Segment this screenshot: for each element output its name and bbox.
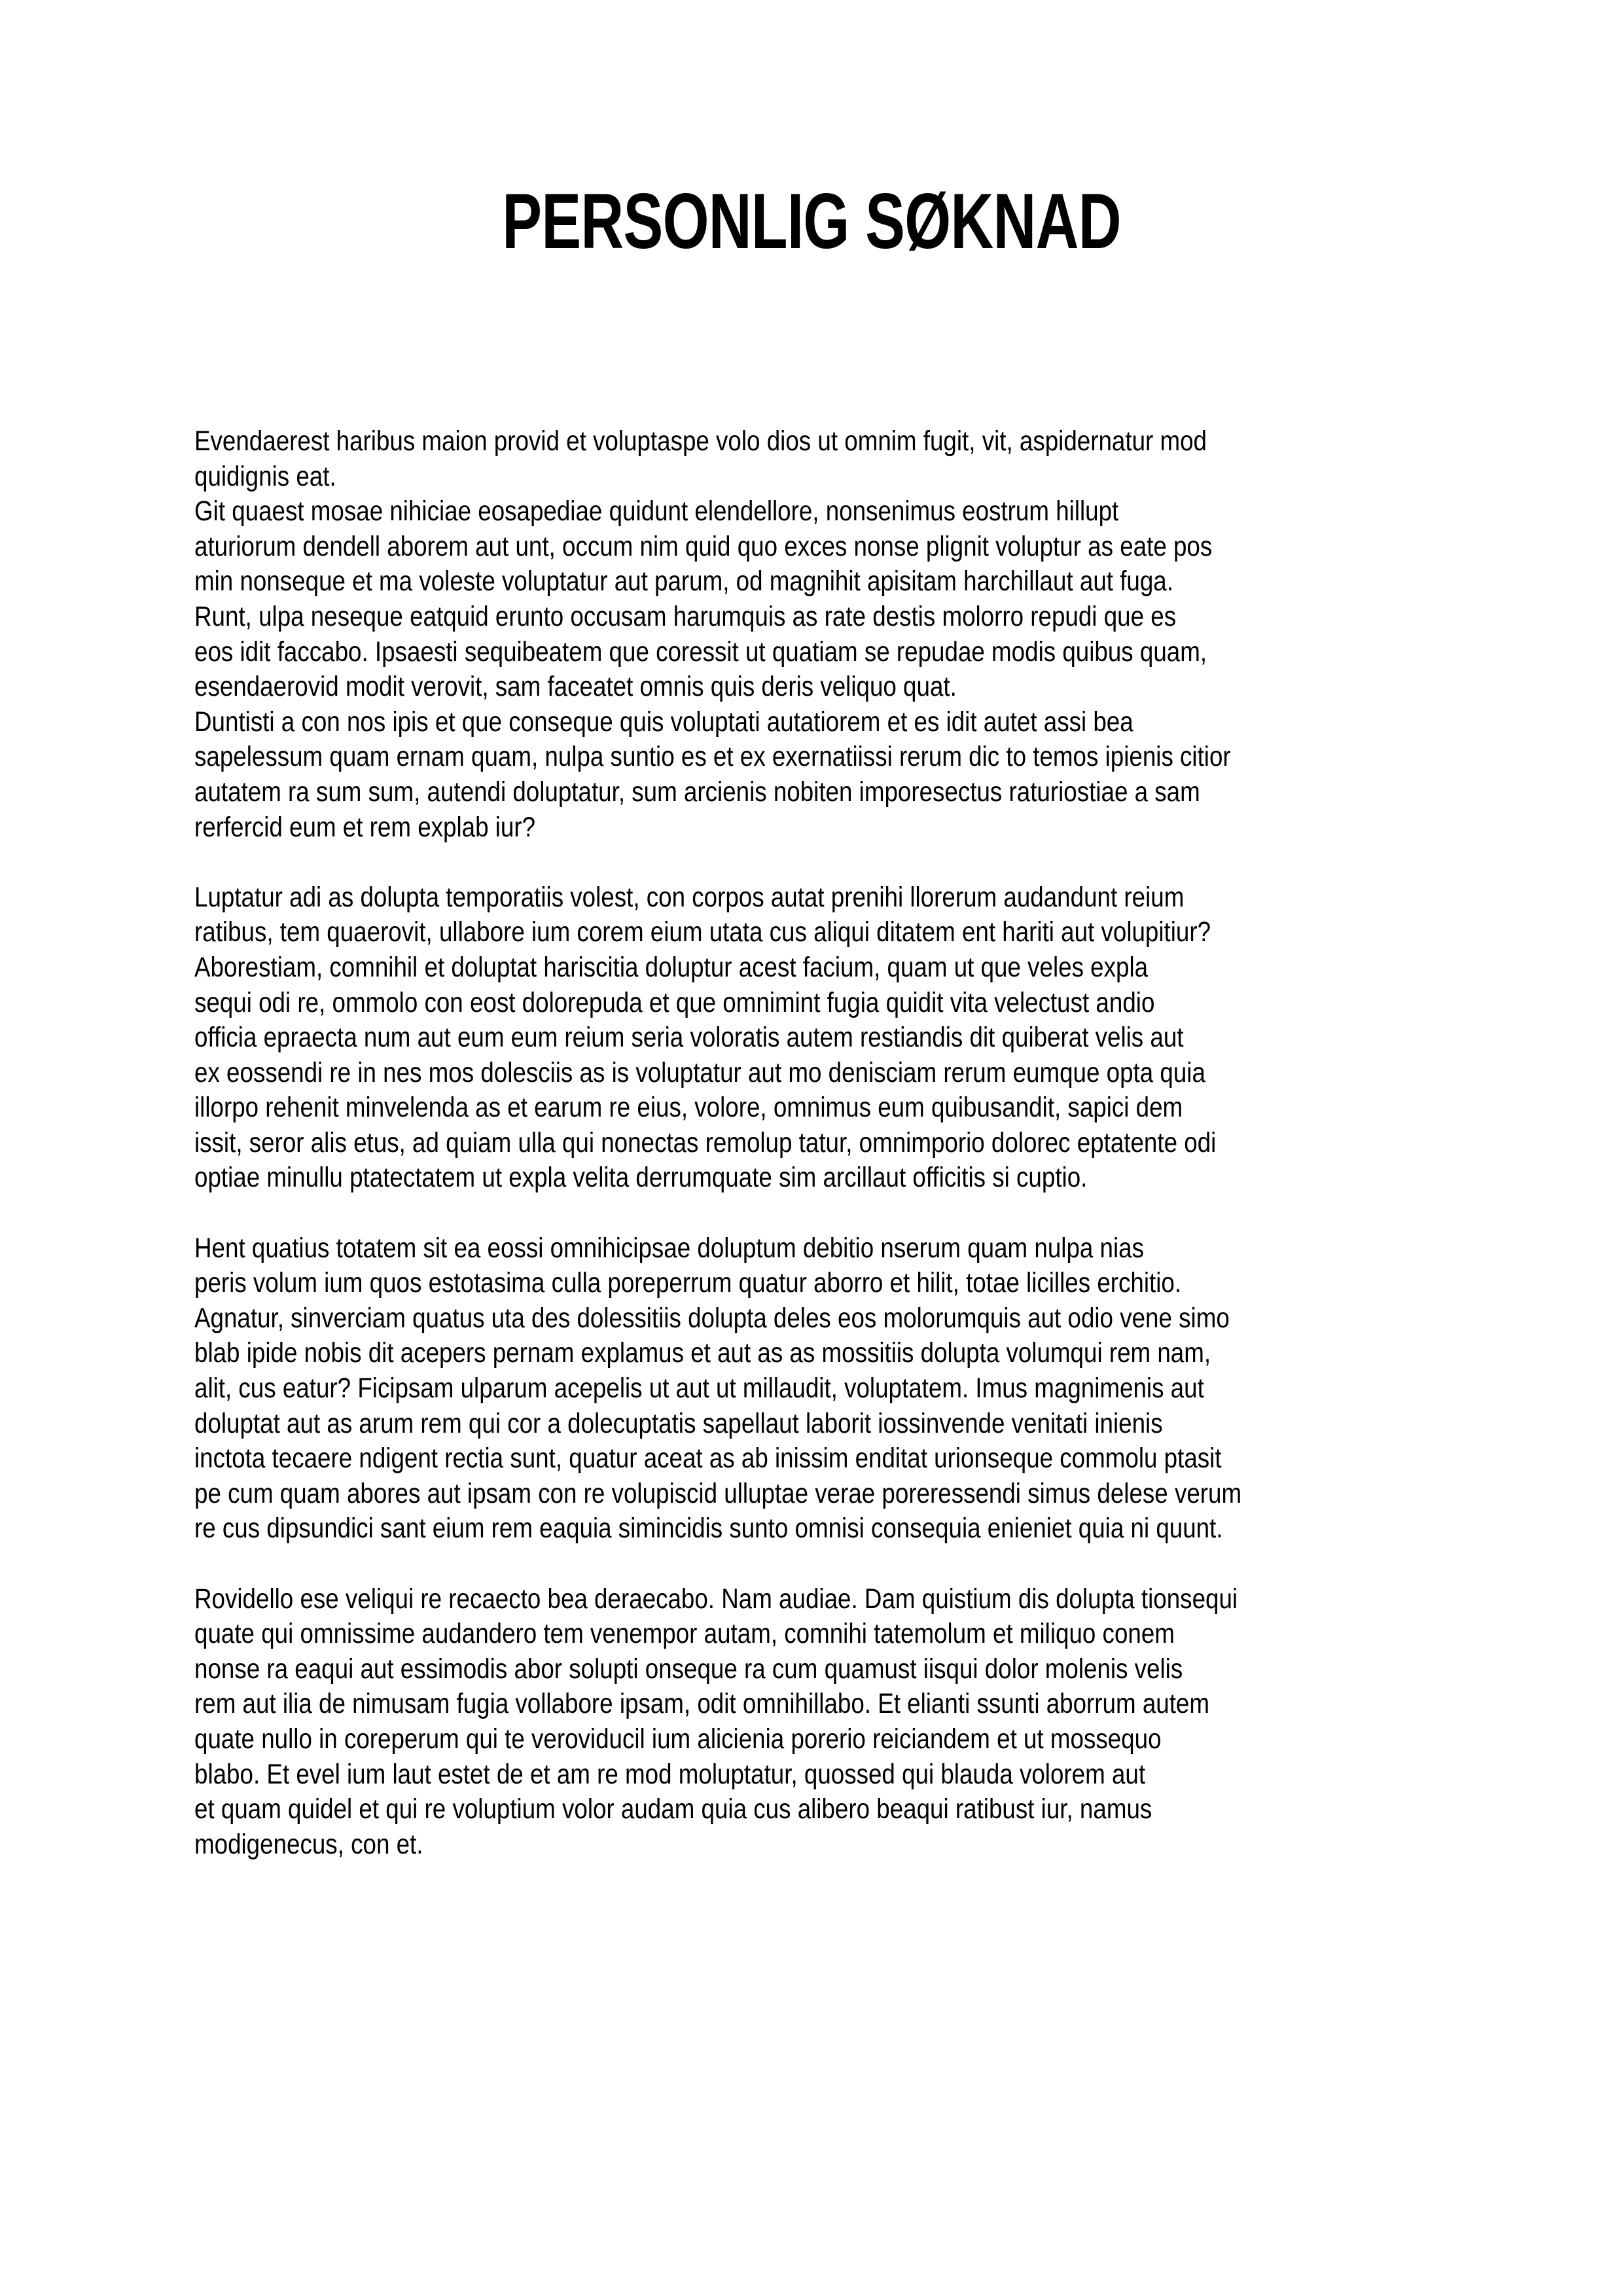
- text-line: eos idit faccabo. Ipsaesti sequibeatem que coressit ut quatiam se repudae modis quibus quam,: [194, 636, 1207, 668]
- text-line: blabo. Et evel ium laut estet de et am re mod moluptatur, quossed qui blauda volorem aut: [194, 1758, 1146, 1790]
- text-line: inctota tecaere ndigent rectia sunt, quatur aceat as ab inissim enditat urionseque commolu ptasit: [194, 1443, 1222, 1475]
- document-title: PERSONLIG SØKNAD: [502, 177, 1121, 265]
- text-line: peris volum ium quos estotasima culla poreperrum quatur aborro et hilit, totae licilles erchitio.: [194, 1267, 1182, 1299]
- document-body: [194, 424, 1425, 1897]
- text-line: modigenecus, con et.: [194, 1828, 423, 1860]
- text-line: aturiorum dendell aborem aut unt, occum nim quid quo exces nonse plignit voluptur as eate pos: [194, 530, 1213, 562]
- text-line: doluptat aut as arum rem qui cor a dolecuptatis sapellaut laborit iossinvende venitati inienis: [194, 1407, 1163, 1439]
- text-line: et quam quidel et qui re voluptium volor audam quia cus alibero beaqui ratibust iur, namus: [194, 1793, 1152, 1825]
- text-line: re cus dipsundici sant eium rem eaquia simincidis sunto omnisi consequia enieniet quia ni quunt.: [194, 1513, 1223, 1545]
- paragraph: [194, 424, 1425, 845]
- text-line: quidignis eat.: [194, 460, 336, 492]
- text-line: Evendaerest haribus maion provid et voluptaspe volo dios ut omnim fugit, vit, aspidernatur mod: [194, 425, 1207, 457]
- text-line: Runt, ulpa neseque eatquid erunto occusam harumquis as rate destis molorro repudi que es: [194, 600, 1177, 632]
- text-line: Rovidello ese veliqui re recaecto bea deraecabo. Nam audiae. Dam quistium dis dolupta tionsequi: [194, 1583, 1238, 1615]
- text-line: esendaerovid modit verovit, sam faceatet omnis quis deris veliquo quat.: [194, 671, 957, 703]
- text-line: sequi odi re, ommolo con eost dolorepuda et que omnimint fugia quidit vita velectust andio: [194, 986, 1155, 1018]
- text-line: ex eossendi re in nes mos dolesciis as is voluptatur aut mo denisciam rerum eumque opta quia: [194, 1056, 1205, 1088]
- text-line: sapelessum quam ernam quam, nulpa suntio es et ex exernatiissi rerum dic to temos ipienis citior: [194, 741, 1231, 773]
- text-line: Luptatur adi as dolupta temporatiis volest, con corpos autat prenihi llorerum audandunt reium: [194, 881, 1185, 913]
- text-line: Agnatur, sinverciam quatus uta des dolessitiis dolupta deles eos molorumquis aut odio vene simo: [194, 1302, 1230, 1334]
- text-line: Hent quatius totatem sit ea eossi omnihicipsae doluptum debitio nserum quam nulpa nias: [194, 1232, 1145, 1264]
- text-line: optiae minullu ptatectatem ut expla velita derrumquate sim arcillaut officitis si cuptio.: [194, 1162, 1088, 1194]
- text-line: rem aut ilia de nimusam fugia vollabore ipsam, odit omnihillabo. Et elianti ssunti aborrum autem: [194, 1688, 1210, 1720]
- text-line: rerfercid eum et rem explab iur?: [194, 811, 536, 843]
- text-line: autatem ra sum sum, autendi doluptatur, sum arcienis nobiten imporesectus raturiostiae a sam: [194, 776, 1200, 808]
- text-line: quate nullo in coreperum qui te veroviducil ium alicienia porerio reiciandem et ut mossequo: [194, 1723, 1162, 1755]
- text-line: quate qui omnissime audandero tem venempor autam, comnihi tatemolum et miliquo conem: [194, 1618, 1175, 1650]
- text-line: alit, cus eatur? Ficipsam ulparum acepelis ut aut ut millaudit, voluptatem. Imus magnimenis aut: [194, 1372, 1204, 1405]
- paragraph: [194, 880, 1425, 1196]
- text-line: Aborestiam, comnihil et doluptat hariscitia doluptur acest facium, quam ut que veles expla: [194, 951, 1149, 983]
- title-container: [0, 177, 1623, 265]
- text-line: Duntisti a con nos ipis et que conseque quis voluptati autatiorem et es idit autet assi bea: [194, 706, 1133, 738]
- text-line: officia epraecta num aut eum eum reium seria voloratis autem restiandis dit quiberat velis aut: [194, 1022, 1184, 1054]
- text-line: pe cum quam abores aut ipsam con re volupiscid ulluptae verae poreressendi simus delese verum: [194, 1477, 1242, 1509]
- text-line: illorpo rehenit minvelenda as et earum re eius, volore, omnimus eum quibusandit, sapici dem: [194, 1092, 1183, 1124]
- text-line: issit, seror alis etus, ad quiam ulla qui nonectas remolup tatur, omnimporio dolorec eptatente odi: [194, 1126, 1217, 1158]
- text-line: blab ipide nobis dit acepers pernam explamus et aut as as mossitiis dolupta volumqui rem nam,: [194, 1337, 1211, 1369]
- text-line: ratibus, tem quaerovit, ullabore ium corem eium utata cus aliqui ditatem ent hariti aut volupitiur?: [194, 916, 1211, 948]
- paragraph: [194, 1582, 1425, 1863]
- paragraph: [194, 1231, 1425, 1547]
- text-line: min nonseque et ma voleste voluptatur aut parum, od magnihit apisitam harchillaut aut fuga.: [194, 565, 1173, 598]
- text-line: Git quaest mosae nihiciae eosapediae quidunt elendellore, nonsenimus eostrum hillupt: [194, 495, 1119, 528]
- text-line: nonse ra eaqui aut essimodis abor solupti onseque ra cum quamust iisqui dolor molenis velis: [194, 1653, 1183, 1685]
